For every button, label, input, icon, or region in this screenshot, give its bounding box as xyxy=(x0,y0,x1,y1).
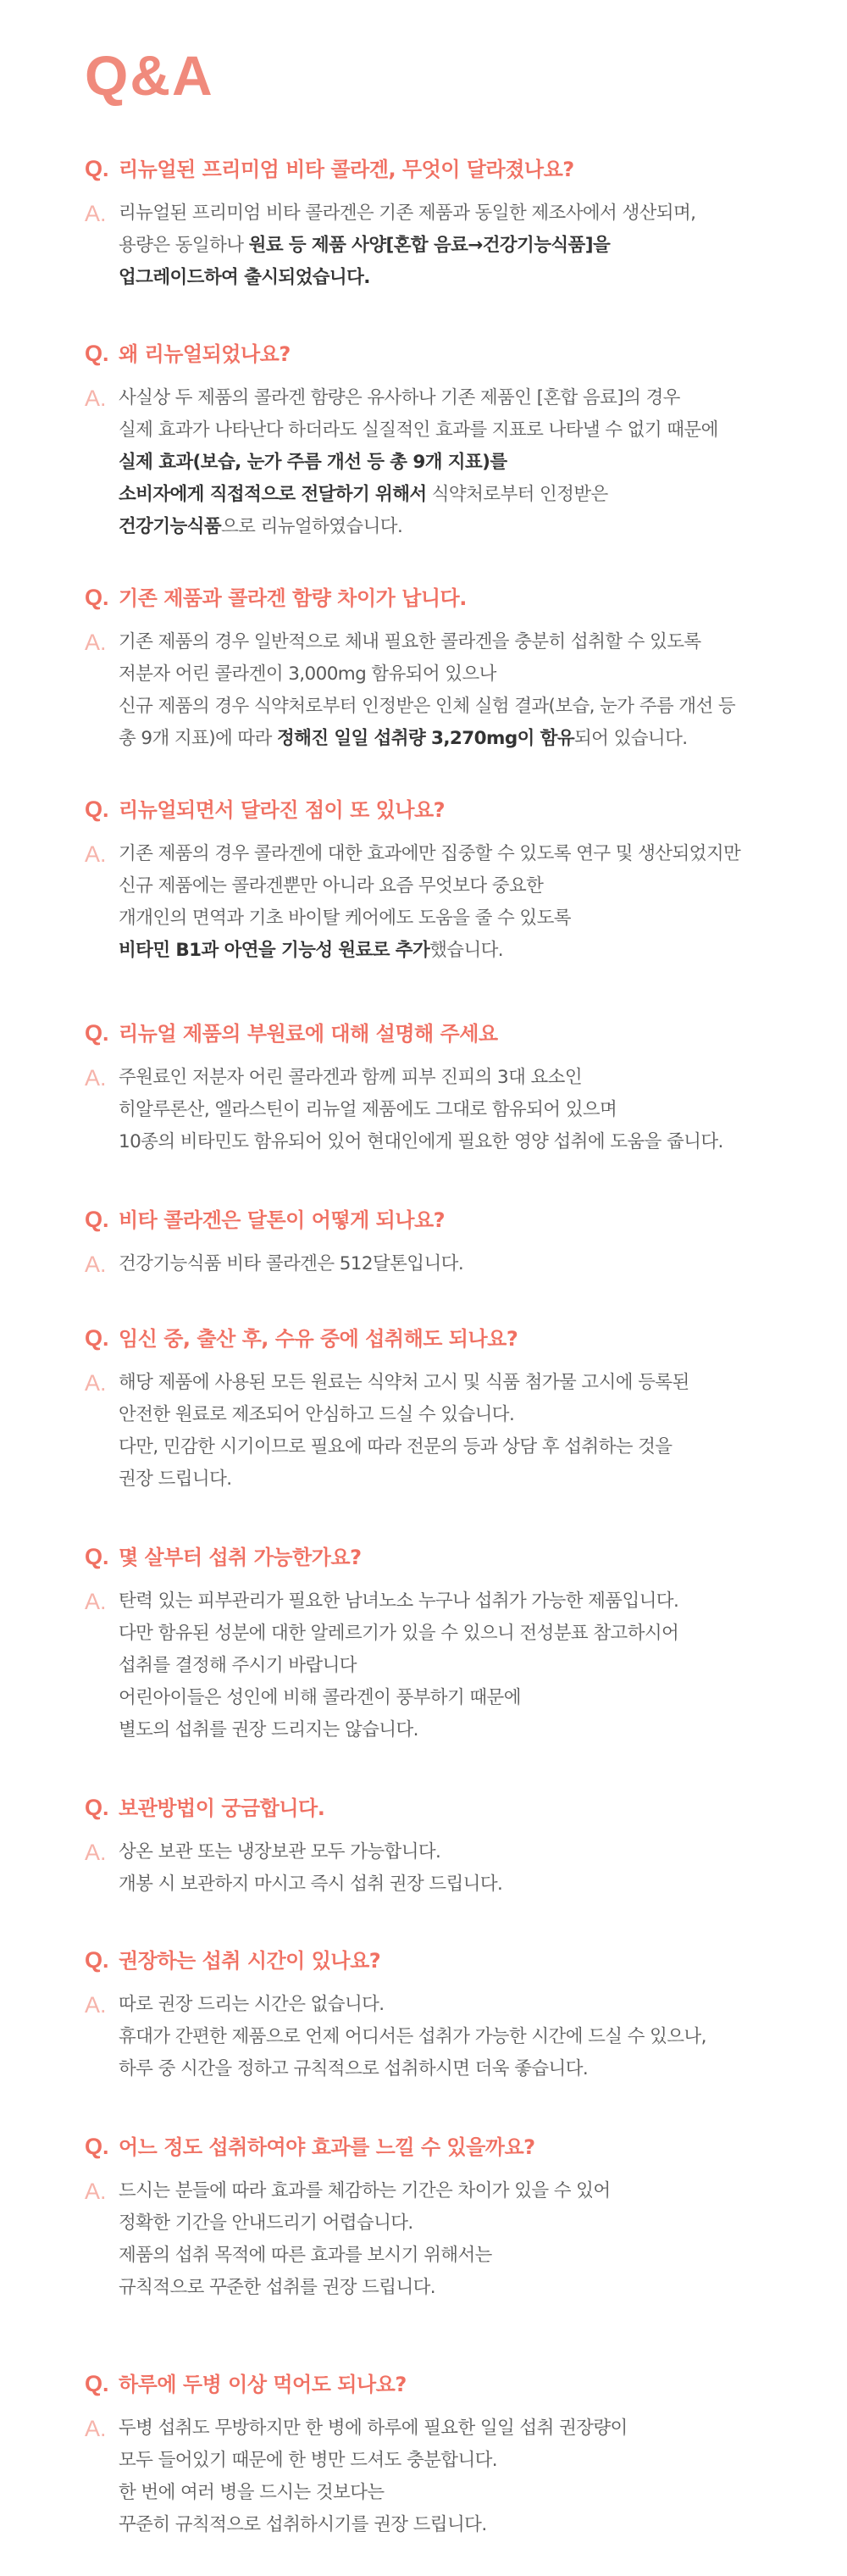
question-marker: Q. xyxy=(85,341,109,366)
answer-emphasis: 정해진 일일 섭취량 3,270mg이 함유 xyxy=(277,728,575,749)
answer-text xyxy=(119,2175,813,2304)
question-text: 몇 살부터 섭취 가능한가요? xyxy=(119,1546,362,1569)
answer-segment: 저분자 어린 콜라겐이 3,000mg 함유되어 있으나 xyxy=(119,663,496,685)
answer-line xyxy=(119,658,813,691)
answer-line xyxy=(119,1989,813,2021)
question-marker: Q. xyxy=(85,585,109,610)
answer-line xyxy=(119,1650,813,1682)
answer-line xyxy=(119,935,813,967)
question-text: 왜 리뉴얼되었나요? xyxy=(119,342,291,366)
answer-emphasis: 원료 등 제품 사양[혼합 음료→건강기능식품]을 xyxy=(248,235,611,256)
answer-segment: 따로 권장 드리는 시간은 없습니다. xyxy=(119,1994,385,2015)
answer-text xyxy=(119,838,813,967)
question-marker: Q. xyxy=(85,156,109,181)
answer-row xyxy=(85,1836,813,1901)
question-row xyxy=(85,1944,813,1974)
question-row xyxy=(85,1541,813,1570)
answer-segment: 신규 제품의 경우 식약처로부터 인정받은 인체 실험 결과(보습, 눈가 주름 개선 등 xyxy=(119,696,736,717)
answer-segment: 실제 효과가 나타난다 하더라도 실질적인 효과를 지표로 나타낼 수 없기 때문에 xyxy=(119,419,718,441)
qa-item xyxy=(85,1017,813,1158)
answer-line xyxy=(119,1836,813,1868)
answer-segment: 꾸준히 규칙적으로 섭취하시기를 권장 드립니다. xyxy=(119,2514,487,2535)
question-row xyxy=(85,153,813,182)
answer-marker: A. xyxy=(85,841,107,867)
answer-segment: 식약처로부터 인정받은 xyxy=(426,484,608,505)
answer-text xyxy=(119,1248,813,1280)
answer-row xyxy=(85,1585,813,1746)
question-text: 기존 제품과 콜라겐 함량 차이가 납니다. xyxy=(119,586,467,610)
answer-segment: 총 9개 지표)에 따라 xyxy=(119,728,277,749)
question-text: 권장하는 섭취 시간이 있나요? xyxy=(119,1949,381,1973)
answer-line xyxy=(119,1585,813,1618)
answer-text xyxy=(119,382,813,543)
answer-line xyxy=(119,1126,813,1158)
question-marker: Q. xyxy=(85,2134,109,2159)
answer-text xyxy=(119,2412,813,2541)
qa-item xyxy=(85,2130,813,2304)
answer-segment: 상온 보관 또는 냉장보관 모두 가능합니다. xyxy=(119,1841,441,1863)
answer-line xyxy=(119,382,813,414)
answer-marker: A. xyxy=(85,1992,107,2018)
answer-line xyxy=(119,1399,813,1431)
answer-segment: 했습니다. xyxy=(429,940,504,961)
answer-segment: 개봉 시 보관하지 마시고 즉시 섭취 권장 드립니다. xyxy=(119,1874,503,1895)
qa-item xyxy=(85,793,813,967)
answer-line xyxy=(119,1682,813,1714)
answer-marker: A. xyxy=(85,1589,107,1614)
answer-segment: 한 번에 여러 병을 드시는 것보다는 xyxy=(119,2482,385,2503)
question-text: 비타 콜라겐은 달톤이 어떻게 되나요? xyxy=(119,1208,446,1232)
answer-text xyxy=(119,1367,813,1496)
answer-line xyxy=(119,626,813,658)
answer-line xyxy=(119,2509,813,2541)
answer-line xyxy=(119,1094,813,1126)
answer-marker: A. xyxy=(85,1370,107,1396)
qa-item xyxy=(85,337,813,543)
answer-segment: 다만 함유된 성분에 대한 알레르기가 있을 수 있으니 전성분표 참고하시어 xyxy=(119,1623,679,1644)
answer-segment: 주원료인 저분자 어린 콜라겐과 함께 피부 진피의 3대 요소인 xyxy=(119,1067,583,1088)
answer-line xyxy=(119,2207,813,2240)
answer-segment: 사실상 두 제품의 콜라겐 함량은 유사하나 기존 제품인 [혼합 음료]의 경우 xyxy=(119,387,680,408)
answer-marker: A. xyxy=(85,2416,107,2441)
answer-segment: 용량은 동일하나 xyxy=(119,235,249,256)
answer-marker: A. xyxy=(85,201,107,226)
question-text: 임신 중, 출산 후, 수유 중에 섭취해도 되나요? xyxy=(119,1327,518,1351)
answer-segment: 탄력 있는 피부관리가 필요한 남녀노소 누구나 섭취가 가능한 제품입니다. xyxy=(119,1591,679,1612)
answer-segment: 섭취를 결정해 주시기 바랍니다 xyxy=(119,1655,357,1676)
answer-line xyxy=(119,1463,813,1496)
answer-line xyxy=(119,1062,813,1094)
answer-segment: 기존 제품의 경우 일반적으로 체내 필요한 콜라겐을 충분히 섭취할 수 있도록 xyxy=(119,631,701,652)
answer-segment: 다만, 민감한 시기이므로 필요에 따라 전문의 등과 상담 후 섭취하는 것을 xyxy=(119,1436,673,1457)
answer-marker: A. xyxy=(85,1065,107,1091)
answer-segment: 규칙적으로 꾸준한 섭취를 권장 드립니다. xyxy=(119,2277,436,2298)
answer-line xyxy=(119,1367,813,1399)
answer-line xyxy=(119,2021,813,2053)
answer-row xyxy=(85,1989,813,2085)
answer-line xyxy=(119,838,813,870)
question-row xyxy=(85,1791,813,1821)
answer-row xyxy=(85,382,813,543)
question-text: 보관방법이 궁금합니다. xyxy=(119,1796,325,1820)
answer-line xyxy=(119,262,813,294)
answer-row xyxy=(85,1248,813,1280)
answer-line xyxy=(119,2240,813,2272)
answer-text xyxy=(119,626,813,755)
question-row xyxy=(85,793,813,823)
answer-segment: 개개인의 면역과 기초 바이탈 케어에도 도움을 줄 수 있도록 xyxy=(119,908,571,929)
answer-segment: 휴대가 간편한 제품으로 언제 어디서든 섭취가 가능한 시간에 드실 수 있으나, xyxy=(119,2026,706,2047)
answer-emphasis: 건강기능식품 xyxy=(119,516,222,537)
answer-marker: A. xyxy=(85,630,107,655)
question-row xyxy=(85,1322,813,1352)
answer-line xyxy=(119,2477,813,2509)
question-text: 어느 정도 섭취하여야 효과를 느낄 수 있을까요? xyxy=(119,2135,535,2159)
answer-text xyxy=(119,1585,813,1746)
answer-emphasis: 실제 효과(보습, 눈가 주름 개선 등 총 9개 지표)를 xyxy=(119,452,507,473)
question-text: 리뉴얼되면서 달라진 점이 또 있나요? xyxy=(119,798,446,822)
answer-line xyxy=(119,479,813,511)
answer-segment: 건강기능식품 비타 콜라겐은 512달톤입니다. xyxy=(119,1253,464,1274)
answer-segment: 히알루론산, 엘라스틴이 리뉴얼 제품에도 그대로 함유되어 있으며 xyxy=(119,1099,617,1120)
qa-item xyxy=(85,581,813,755)
answer-segment: 해당 제품에 사용된 모든 원료는 식약처 고시 및 식품 첨가물 고시에 등록된 xyxy=(119,1372,689,1393)
qa-item xyxy=(85,1203,813,1280)
answer-emphasis: 소비자에게 직접적으로 전달하기 위해서 xyxy=(119,484,427,505)
answer-line xyxy=(119,723,813,755)
question-text: 리뉴얼 제품의 부원료에 대해 설명해 주세요 xyxy=(119,1022,498,1046)
answer-segment: 두병 섭취도 무방하지만 한 병에 하루에 필요한 일일 섭취 권장량이 xyxy=(119,2418,628,2439)
answer-line xyxy=(119,1714,813,1746)
question-row xyxy=(85,1017,813,1046)
answer-segment: 어린아이들은 성인에 비해 콜라겐이 풍부하기 때문에 xyxy=(119,1687,521,1708)
qa-item xyxy=(85,1791,813,1901)
answer-line xyxy=(119,691,813,723)
answer-marker: A. xyxy=(85,386,107,411)
question-row xyxy=(85,581,813,611)
answer-segment: 제품의 섭취 목적에 따른 효과를 보시기 위해서는 xyxy=(119,2245,492,2266)
question-marker: Q. xyxy=(85,1325,109,1351)
answer-segment: 드시는 분들에 따라 효과를 체감하는 기간은 차이가 있을 수 있어 xyxy=(119,2180,611,2201)
answer-segment: 권장 드립니다. xyxy=(119,1468,232,1490)
answer-segment: 리뉴얼된 프리미엄 비타 콜라겐은 기존 제품과 동일한 제조사에서 생산되며, xyxy=(119,203,696,224)
question-marker: Q. xyxy=(85,1020,109,1046)
answer-line xyxy=(119,902,813,935)
answer-line xyxy=(119,2053,813,2085)
answer-segment: 안전한 원료로 제조되어 안심하고 드실 수 있습니다. xyxy=(119,1404,515,1425)
answer-line xyxy=(119,197,813,230)
question-row xyxy=(85,1203,813,1233)
answer-line xyxy=(119,2272,813,2304)
answer-segment: 되어 있습니다. xyxy=(574,728,688,749)
answer-segment: 정확한 기간을 안내드리기 어렵습니다. xyxy=(119,2212,413,2234)
answer-line xyxy=(119,414,813,447)
answer-text xyxy=(119,197,813,294)
answer-line xyxy=(119,1868,813,1901)
question-marker: Q. xyxy=(85,1947,109,1973)
answer-row xyxy=(85,2175,813,2304)
answer-line xyxy=(119,1248,813,1280)
question-text: 리뉴얼된 프리미엄 비타 콜라겐, 무엇이 달라졌나요? xyxy=(119,158,574,181)
qa-item xyxy=(85,1944,813,2085)
answer-row xyxy=(85,838,813,967)
question-row xyxy=(85,337,813,367)
answer-text xyxy=(119,1062,813,1158)
answer-row xyxy=(85,2412,813,2541)
answer-line xyxy=(119,447,813,479)
answer-line xyxy=(119,2412,813,2445)
question-marker: Q. xyxy=(85,1795,109,1820)
answer-segment: 하루 중 시간을 정하고 규칙적으로 섭취하시면 더욱 좋습니다. xyxy=(119,2058,589,2079)
answer-text xyxy=(119,1989,813,2085)
answer-line xyxy=(119,2445,813,2477)
question-marker: Q. xyxy=(85,2371,109,2396)
answer-row xyxy=(85,1367,813,1496)
page-title: Q&A xyxy=(85,44,214,107)
question-row xyxy=(85,2130,813,2160)
answer-segment: 별도의 섭취를 권장 드리지는 않습니다. xyxy=(119,1719,418,1740)
answer-line xyxy=(119,1431,813,1463)
qa-item xyxy=(85,2368,813,2541)
answer-line xyxy=(119,1618,813,1650)
qa-item xyxy=(85,1541,813,1746)
answer-marker: A. xyxy=(85,2179,107,2204)
answer-line xyxy=(119,870,813,902)
answer-segment: 10종의 비타민도 함유되어 있어 현대인에게 필요한 영양 섭취에 도움을 줍니다. xyxy=(119,1131,723,1152)
answer-emphasis: 업그레이드하여 출시되었습니다. xyxy=(119,267,370,288)
answer-segment: 모두 들어있기 때문에 한 병만 드셔도 충분합니다. xyxy=(119,2450,498,2471)
question-text: 하루에 두병 이상 먹어도 되나요? xyxy=(119,2373,407,2396)
question-row xyxy=(85,2368,813,2397)
qa-item xyxy=(85,153,813,294)
answer-segment: 신규 제품에는 콜라겐뿐만 아니라 요즘 무엇보다 중요한 xyxy=(119,875,544,897)
answer-line xyxy=(119,511,813,543)
answer-marker: A. xyxy=(85,1252,107,1277)
answer-row xyxy=(85,197,813,294)
answer-line xyxy=(119,2175,813,2207)
answer-emphasis: 비타민 B1과 아연을 기능성 원료로 추가 xyxy=(119,940,430,961)
qa-item xyxy=(85,1322,813,1496)
answer-line xyxy=(119,230,813,262)
answer-segment: 기존 제품의 경우 콜라겐에 대한 효과에만 집중할 수 있도록 연구 및 생산되었지만 xyxy=(119,843,741,864)
answer-row xyxy=(85,626,813,755)
answer-row xyxy=(85,1062,813,1158)
answer-text xyxy=(119,1836,813,1901)
question-marker: Q. xyxy=(85,1207,109,1232)
question-marker: Q. xyxy=(85,1544,109,1569)
answer-segment: 으로 리뉴얼하였습니다. xyxy=(221,516,403,537)
answer-marker: A. xyxy=(85,1840,107,1865)
question-marker: Q. xyxy=(85,797,109,822)
